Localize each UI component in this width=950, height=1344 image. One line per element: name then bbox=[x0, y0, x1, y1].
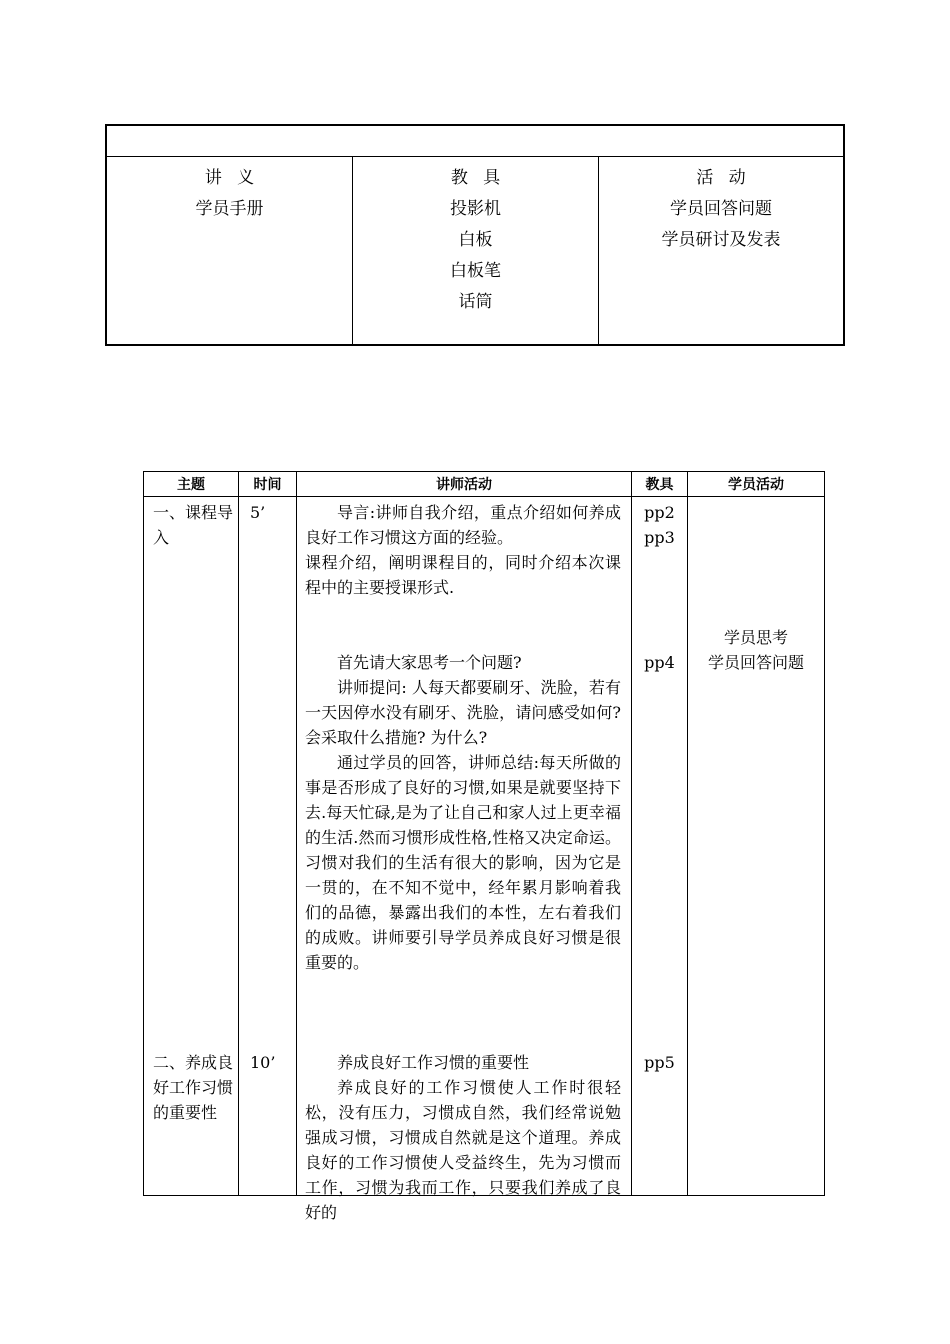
paragraph: 导言:讲师自我介绍，重点介绍如何养成良好工作习惯这方面的经验。 bbox=[305, 503, 621, 547]
paragraph: 通过学员的回答，讲师总结:每天所做的事是否形成了良好的习惯,如果是就要坚持下去.每天忙碌,是为了让自己和家人过上更幸福的生活.然而习惯形成性格,性格又决定命运。习惯对我们的生活有很大的影响，因为它是一贯的，在不知不觉中，经年累月影响着我们的品德，暴露出我们的本性，左右着我们的成败。讲师要引导学员养成良好习惯是很重要的。 bbox=[305, 753, 621, 972]
activity-item: 学员回答问题 bbox=[670, 199, 772, 219]
section-time: 10’ bbox=[250, 1053, 276, 1072]
tools-cell bbox=[632, 497, 688, 1196]
teaching-tools-column bbox=[353, 157, 599, 344]
teacher-activity-cell bbox=[297, 497, 632, 1222]
tool-ref: pp3 bbox=[644, 528, 675, 547]
materials-table bbox=[105, 124, 845, 346]
activity-item: 学员研讨及发表 bbox=[661, 230, 781, 250]
header-tools: 教具 bbox=[632, 472, 688, 497]
teacher-activity-text bbox=[305, 1050, 621, 1225]
time-cell bbox=[239, 497, 297, 1196]
teaching-tools-header: 教具 bbox=[450, 168, 516, 188]
table-header-row bbox=[144, 472, 825, 497]
header-student-activity: 学员活动 bbox=[688, 472, 825, 497]
materials-top-row bbox=[107, 126, 843, 157]
handout-item: 学员手册 bbox=[195, 199, 264, 219]
paragraph: 养成良好的工作习惯使人工作时很轻松，没有压力，习惯成自然，我们经常说勉强成习惯，习惯成自然就是这个道理。养成良好的工作习惯使人受益终生，先为习惯而工作，习惯为我而工作，只要我们养成了良好的 bbox=[305, 1078, 621, 1222]
teaching-tool-item: 投影机 bbox=[450, 199, 501, 219]
student-activity: 学员回答问题 bbox=[707, 653, 804, 672]
paragraph: 养成良好工作习惯的重要性 bbox=[337, 1053, 530, 1072]
teaching-tool-item: 话筒 bbox=[458, 292, 493, 312]
activity-column bbox=[599, 157, 843, 344]
header-time: 时间 bbox=[239, 472, 297, 497]
lesson-plan-table bbox=[143, 471, 825, 1222]
teacher-activity-text bbox=[305, 500, 621, 600]
section-topic: 一、课程导入 bbox=[153, 503, 234, 547]
handout-column bbox=[107, 157, 353, 344]
handout-header: 讲义 bbox=[204, 168, 270, 188]
student-activity: 学员思考 bbox=[723, 628, 788, 647]
student-activity-cell bbox=[688, 497, 825, 1196]
teacher-activity-text bbox=[305, 650, 621, 975]
teaching-tool-item: 白板笔 bbox=[450, 261, 501, 281]
tool-ref: pp2 bbox=[644, 503, 675, 522]
tool-ref: pp4 bbox=[644, 653, 675, 672]
table-row bbox=[144, 497, 825, 1196]
paragraph: 讲师提问: 人每天都要刷牙、洗脸，若有一天因停水没有刷牙、洗脸，请问感受如何? 会采取什么措施? 为什么? bbox=[305, 678, 621, 747]
paragraph: 课程介绍，阐明课程目的，同时介绍本次课程中的主要授课形式. bbox=[305, 553, 621, 597]
section-time: 5’ bbox=[250, 503, 266, 522]
tool-ref: pp5 bbox=[644, 1053, 675, 1072]
teaching-tool-item: 白板 bbox=[458, 230, 493, 250]
activity-header: 活动 bbox=[696, 168, 761, 188]
section-topic: 二、养成良好工作习惯的重要性 bbox=[153, 1053, 234, 1122]
header-teacher-activity: 讲师活动 bbox=[297, 472, 632, 497]
paragraph: 首先请大家思考一个问题? bbox=[337, 653, 522, 672]
header-topic: 主题 bbox=[144, 472, 239, 497]
topic-cell bbox=[144, 497, 239, 1196]
